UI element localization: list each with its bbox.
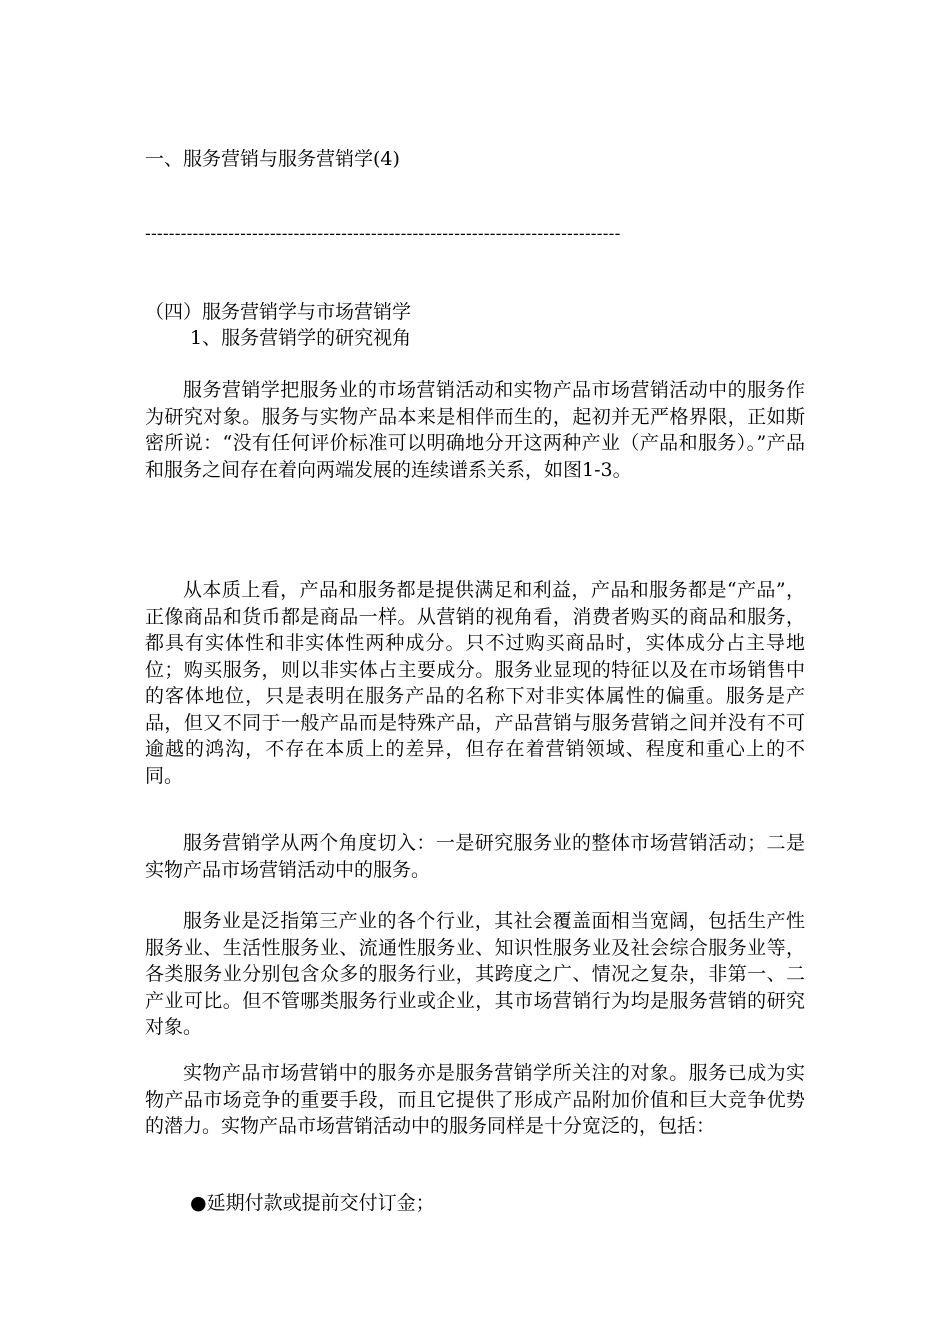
document-title: 一、服务营销与服务营销学(4) (145, 148, 400, 170)
bullet-item: ●延期付款或提前交付订金； (190, 1192, 435, 1214)
paragraph-research-object: 服务营销学把服务业的市场营销活动和实物产品市场营销活动中的服务作为研究对象。服务与实物产品本来是相伴而生的，起初并无严格界限，正如斯密所说：“没有任何评价标准可以明确地分开这两种产业（产品和服务）。”产品和服务之间存在着向两端发展的连续谱系关系，如图1-3。 (145, 379, 805, 481)
paragraph-nature-of-products: 从本质上看，产品和服务都是提供满足和利益，产品和服务都是“产品”，正像商品和货币都是商品一样。从营销的视角看，消费者购买的商品和服务，都具有实体性和非实体性两种成分。只不过购买商品时，实体成分占主导地位；购买服务，则以非实体占主要成分。服务业显现的特征以及在市场销售中的客体地位，只是表明在服务产品的名称下对非实体属性的偏重。服务是产品，但又不同于一般产品而是特殊产品，产品营销与服务营销之间并没有不可逾越的鸿沟，不存在本质上的差异，但存在着营销领域、程度和重心上的不同。 (145, 579, 805, 787)
paragraph-service-industry: 服务业是泛指第三产业的各个行业，其社会覆盖面相当宽阔，包括生产性服务业、生活性服务业、流通性服务业、知识性服务业及社会综合服务业等，各类服务业分别包含众多的服务行业，其跨度之广、情况之复杂，非第一、二产业可比。但不管哪类服务行业或企业，其市场营销行为均是服务营销的研究对象。 (145, 910, 805, 1038)
dashed-divider: -------------------------------------------------------------------------------- (145, 224, 621, 244)
section-heading: （四）服务营销学与市场营销学 (145, 301, 412, 323)
subsection-heading: 1、服务营销学的研究视角 (190, 327, 412, 349)
paragraph-two-perspectives: 服务营销学从两个角度切入：一是研究服务业的整体市场营销活动；二是实物产品市场营销活动中的服务。 (145, 832, 805, 881)
paragraph-product-services: 实物产品市场营销中的服务亦是服务营销学所关注的对象。服务已成为实物产品市场竞争的重要手段，而且它提供了形成产品附加价值和巨大竞争优势的潜力。实物产品市场营销活动中的服务同样是十分宽泛的，包括： (145, 1062, 805, 1137)
